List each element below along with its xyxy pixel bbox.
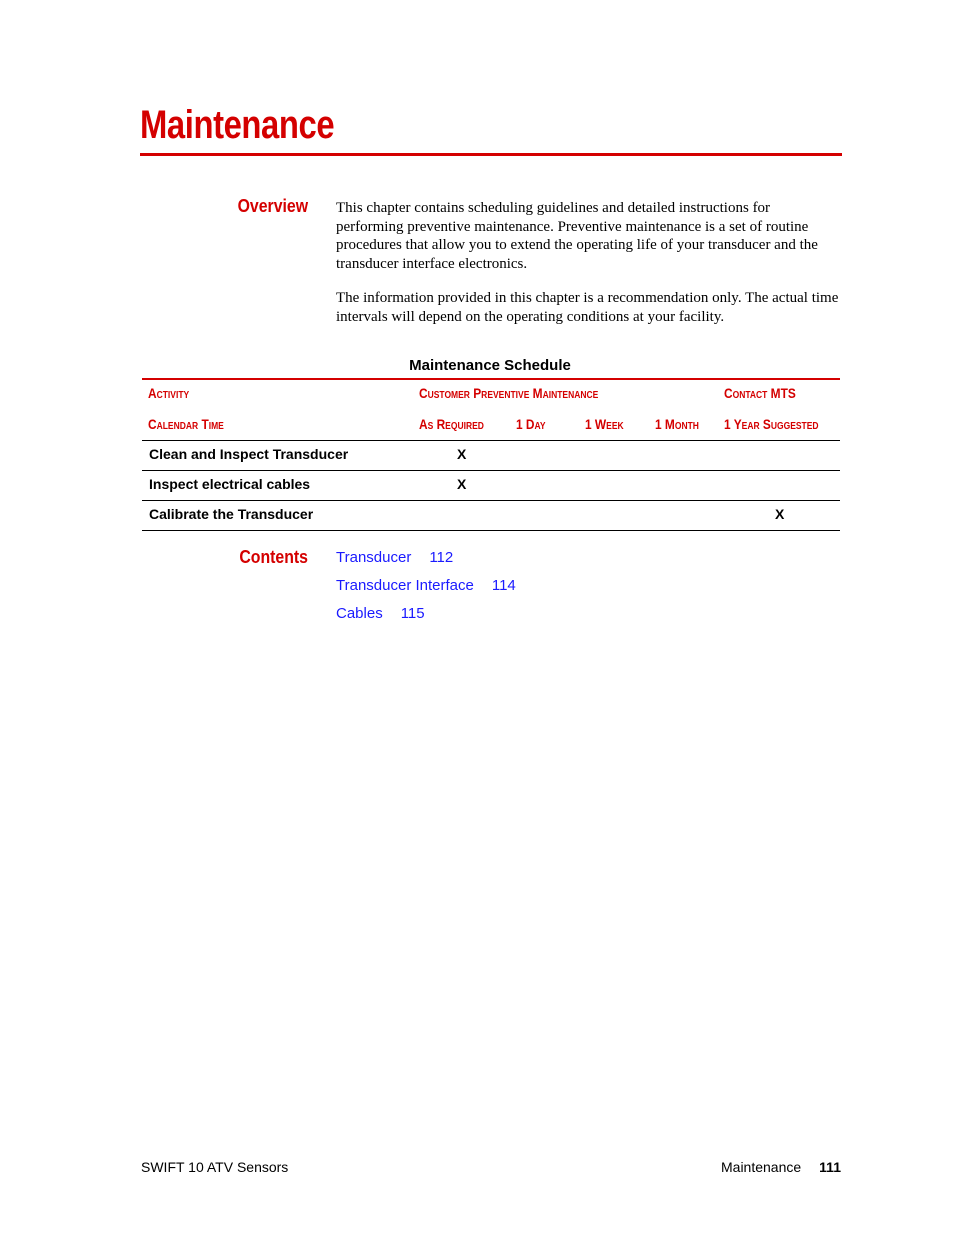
overview-paragraph-2: The information provided in this chapter is a recommendation only. The actual time intervals will depend on the operating conditions at your facility. (336, 290, 839, 325)
row-activity: Inspect electrical cables (149, 476, 311, 492)
footer-page-number: 111 (819, 1159, 841, 1175)
toc-label: Transducer (336, 549, 412, 566)
toc-link-transducer[interactable] (336, 549, 453, 566)
table-header-rule (142, 440, 840, 441)
footer-section: Maintenance (721, 1159, 802, 1175)
row-mark-as-required: X (457, 446, 467, 462)
toc-label: Transducer Interface (336, 577, 474, 594)
toc-page: 114 (491, 577, 516, 594)
header-1-year-suggested: 1 Year Suggested (724, 416, 819, 432)
footer-page-info (721, 1159, 841, 1175)
contents-heading: Contents (239, 547, 308, 567)
title-rule (140, 153, 842, 156)
toc-page: 112 (429, 549, 454, 566)
toc-label: Cables (336, 605, 383, 622)
table-caption: Maintenance Schedule (409, 357, 571, 374)
header-as-required: As Required (419, 416, 484, 432)
header-customer-preventive-maintenance: Customer Preventive Maintenance (419, 385, 599, 401)
toc-link-cables[interactable] (336, 605, 425, 622)
header-activity: Activity (148, 385, 190, 401)
header-1-week: 1 Week (585, 416, 624, 432)
table-bottom-rule (142, 530, 840, 531)
toc-link-transducer-interface[interactable] (336, 577, 516, 594)
toc-page: 115 (400, 605, 425, 622)
overview-paragraph-1: This chapter contains scheduling guidelines and detailed instructions for performing preventive maintenance. Preventive maintenance is a set of routine procedures that allow you to extend the operating life of your transducer and the transducer interface electronics. (336, 200, 818, 273)
header-1-day: 1 Day (516, 416, 546, 432)
row-mark-as-required: X (457, 476, 467, 492)
row-mark-year-suggested: X (775, 506, 785, 522)
row-divider (142, 470, 840, 471)
header-calendar-time: Calendar Time (148, 416, 224, 432)
header-1-month: 1 Month (655, 416, 699, 432)
table-top-rule (142, 378, 840, 380)
overview-heading: Overview (237, 196, 308, 216)
row-activity: Calibrate the Transducer (149, 506, 314, 522)
row-divider (142, 500, 840, 501)
footer-doc-title: SWIFT 10 ATV Sensors (141, 1159, 289, 1175)
header-contact-mts: Contact MTS (724, 385, 796, 401)
row-activity: Clean and Inspect Transducer (149, 446, 349, 462)
chapter-title: Maintenance (140, 103, 335, 147)
